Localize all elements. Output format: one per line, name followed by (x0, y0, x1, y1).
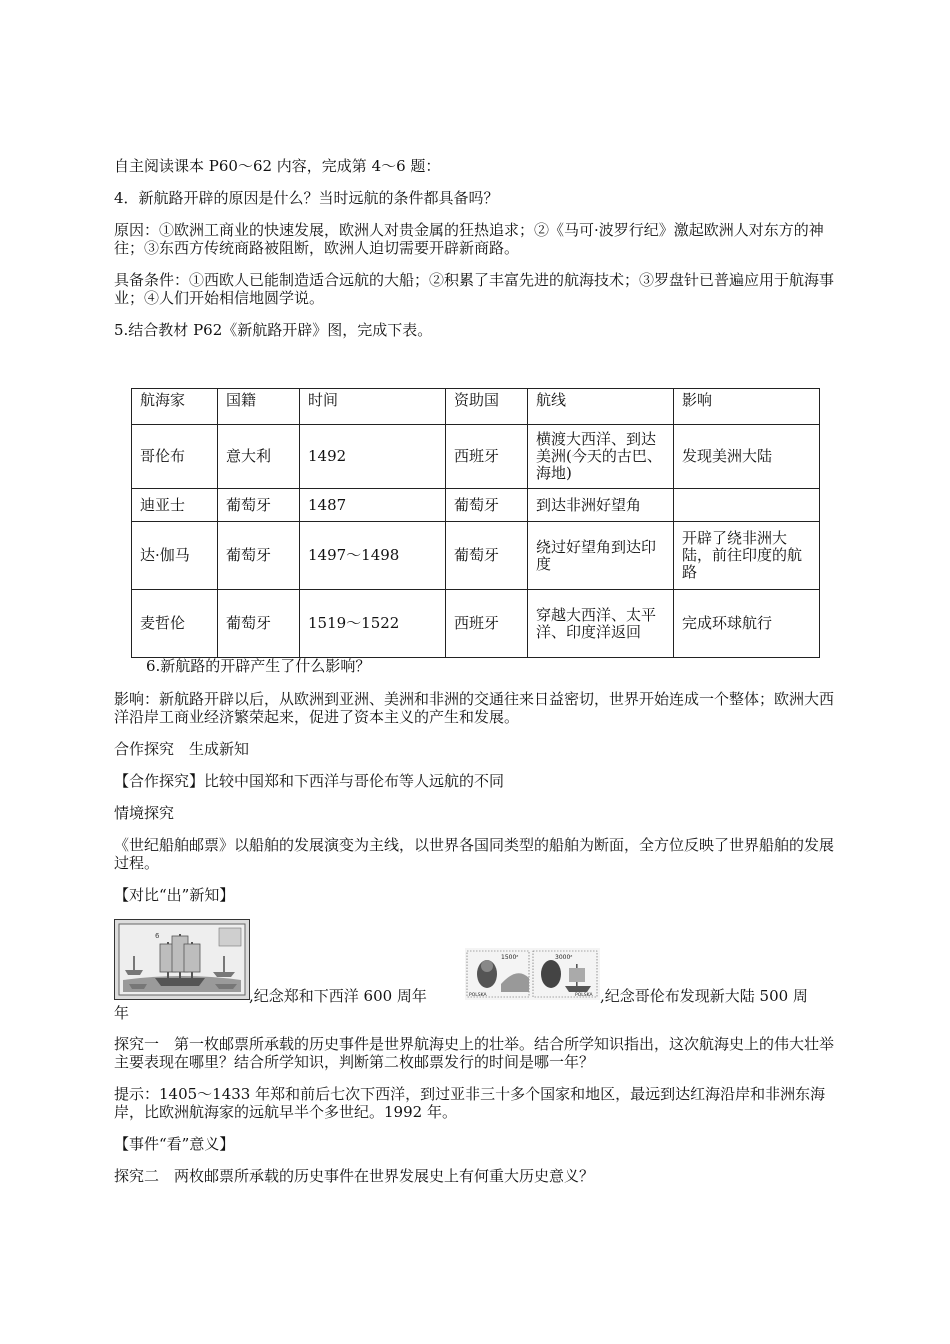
table-cell: 葡萄牙 (218, 522, 300, 590)
ships-illustration-icon (115, 920, 249, 999)
table-cell: 意大利 (218, 425, 300, 489)
context-heading: 情境探究 (114, 804, 175, 822)
answer-reasons: 原因：①欧洲工商业的快速发展，欧洲人对贵金属的狂热追求；②《马可·波罗行纪》激起欧洲人对东方的神往；③东西方传统商路被阻断，欧洲人迫切需要开辟新商路。 (114, 221, 824, 257)
header-impact: 影响 (674, 389, 820, 425)
table-cell: 葡萄牙 (446, 522, 528, 590)
stamp2-value-1: 1500ᶻ (501, 954, 519, 961)
caption-tail: 年 (114, 1004, 130, 1022)
columbus-stamp-image (465, 948, 600, 1000)
question-6: 6.新航路的开辟产生了什么影响？ (146, 657, 371, 675)
coop-title: 【合作探究】比较中国郑和下西洋与哥伦布等人远航的不同 (114, 772, 505, 790)
svg-text:6: 6 (155, 932, 160, 940)
table-cell: 葡萄牙 (218, 489, 300, 522)
table-cell: 完成环球航行 (674, 590, 820, 658)
table-row (132, 522, 820, 590)
header-route: 航线 (528, 389, 674, 425)
table-cell: 穿越大西洋、太平洋、印度洋返回 (528, 590, 674, 658)
section-bottom (114, 1035, 838, 1199)
table-cell: 开辟了绕非洲大陆，前往印度的航路 (674, 522, 820, 590)
table-cell (674, 489, 820, 522)
table-cell: 哥伦布 (132, 425, 218, 489)
table-row (132, 489, 820, 522)
table-cell: 达·伽马 (132, 522, 218, 590)
table-cell: 到达非洲好望角 (528, 489, 674, 522)
table-cell: 葡萄牙 (446, 489, 528, 522)
table-cell: 葡萄牙 (218, 590, 300, 658)
header-sponsor: 资助国 (446, 389, 528, 425)
stamp2-value-2: 3000ᶻ (555, 954, 573, 961)
intro-line: 自主阅读课本 P60～62 内容，完成第 4～6 题： (114, 157, 441, 175)
table-cell: 西班牙 (446, 590, 528, 658)
stamp2-country-2: POLSKA (575, 993, 593, 998)
table-cell: 迪亚士 (132, 489, 218, 522)
table-row (132, 590, 820, 658)
table-cell: 1519～1522 (300, 590, 446, 658)
hint-text: 提示：1405～1433 年郑和前后七次下西洋，到过亚非三十多个国家和地区，最远到达红海沿岸和非洲东海岸，比欧洲航海家的远航早半个多世纪。1992 年。 (114, 1085, 826, 1121)
table-cell: 发现美洲大陆 (674, 425, 820, 489)
compare-heading: 【对比“出”新知】 (114, 886, 235, 904)
table-cell: 麦哲伦 (132, 590, 218, 658)
header-nationality: 国籍 (218, 389, 300, 425)
table-cell: 1492 (300, 425, 446, 489)
answer-impact: 影响：新航路开辟以后，从欧洲到亚洲、美洲和非洲的交通往来日益密切，世界开始连成一个整体；欧洲大西洋沿岸工商业经济繁荣起来，促进了资本主义的产生和发展。 (114, 690, 835, 726)
navigators-table (131, 388, 820, 658)
question-5: 5.结合教材 P62《新航路开辟》图，完成下表。 (114, 321, 433, 339)
table-cell: 西班牙 (446, 425, 528, 489)
stamp2-country-1: POLSKA (469, 993, 487, 998)
table-cell: 1497～1498 (300, 522, 446, 590)
section-top (114, 157, 838, 353)
explore-two: 探究二 两枚邮票所承载的历史事件在世界发展史上有何重大历史意义？ (114, 1167, 595, 1185)
stamp1-caption: ,纪念郑和下西洋 600 周年 (249, 987, 427, 1005)
explore-one: 探究一 第一枚邮票所承载的历史事件是世界航海史上的壮举。结合所学知识指出，这次航海史上的伟大壮举主要表现在哪里？结合所学知识，判断第二枚邮票发行的时间是哪一年？ (114, 1035, 835, 1071)
event-heading: 【事件“看”意义】 (114, 1135, 235, 1153)
context-text: 《世纪船舶邮票》以船舶的发展演变为主线，以世界各国同类型的船舶为断面，全方位反映了世界船舶的发展过程。 (114, 836, 835, 872)
table-cell: 1487 (300, 489, 446, 522)
header-time: 时间 (300, 389, 446, 425)
stamp2-caption: ,纪念哥伦布发现新大陆 500 周 (600, 987, 808, 1005)
question-4: 4．新航路开辟的原因是什么？当时远航的条件都具备吗？ (114, 189, 499, 207)
header-navigator: 航海家 (132, 389, 218, 425)
table-cell: 横渡大西洋、到达美洲(今天的古巴、海地) (528, 425, 674, 489)
stamps-row (114, 919, 838, 1022)
table-row (132, 425, 820, 489)
columbus-stamps-illustration-icon (465, 948, 600, 1000)
table-cell: 绕过好望角到达印度 (528, 522, 674, 590)
coop-heading: 合作探究 生成新知 (114, 740, 250, 758)
table-header-row (132, 389, 820, 425)
answer-conditions: 具备条件：①西欧人已能制造适合远航的大船；②积累了丰富先进的航海技术；③罗盘针已普遍应用于航海事业；④人们开始相信地圆学说。 (114, 271, 835, 307)
section-middle (114, 690, 838, 918)
zheng-he-stamp-image (114, 919, 250, 1000)
